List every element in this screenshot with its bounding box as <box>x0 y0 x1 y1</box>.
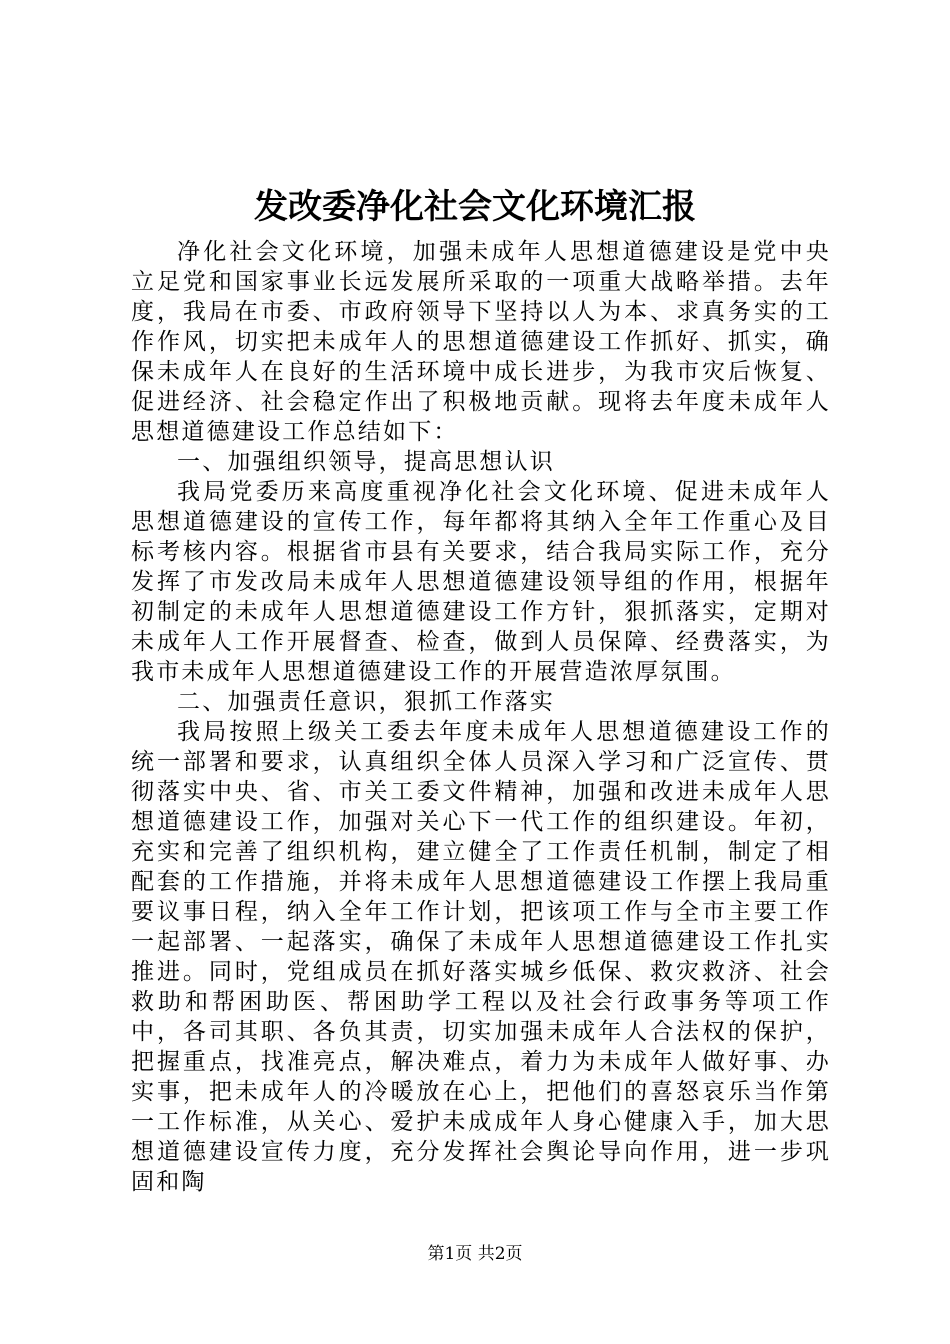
document-body <box>131 237 831 1197</box>
paragraph-section-1: 我局党委历来高度重视净化社会文化环境、促进未成年人思想道德建设的宣传工作，每年都将其纳入全年工作重心及目标考核内容。根据省市县有关要求，结合我局实际工作，充分发挥了市发改局未成年人思想道德建设领导组的作用，根据年初制定的未成年人思想道德建设工作方针，狠抓落实，定期对未成年人工作开展督查、检查，做到人员保障、经费落实，为我市未成年人思想道德建设工作的开展营造浓厚氛围。 <box>131 479 831 685</box>
page-number-footer: 第1页 共2页 <box>427 1244 523 1264</box>
paragraph-intro: 净化社会文化环境，加强未成年人思想道德建设是党中央立足党和国家事业长远发展所采取的一项重大战略举措。去年度，我局在市委、市政府领导下坚持以人为本、求真务实的工作作风，切实把未成年人的思想道德建设工作抓好、抓实，确保未成年人在良好的生活环境中成长进步，为我市灾后恢复、促进经济、社会稳定作出了积极地贡献。现将去年度未成年人思想道德建设工作总结如下： <box>131 239 831 445</box>
section-heading-1: 一、加强组织领导，提高思想认识 <box>177 449 555 475</box>
paragraph-section-2: 我局按照上级关工委去年度未成年人思想道德建设工作的统一部署和要求，认真组织全体人员深入学习和广泛宣传、贯彻落实中央、省、市关工委文件精神，加强和改进未成年人思想道德建设工作，加强对关心下一代工作的组织建设。年初，充实和完善了组织机构，建立健全了工作责任机制，制定了相配套的工作措施，并将未成年人思想道德建设工作摆上我局重要议事日程，纳入全年工作计划，把该项工作与全市主要工作一起部署、一起落实，确保了未成年人思想道德建设工作扎实推进。同时，党组成员在抓好落实城乡低保、救灾救济、社会救助和帮困助医、帮困助学工程以及社会行政事务等项工作中，各司其职、各负其责，切实加强未成年人合法权的保护，把握重点，找准亮点，解决难点，着力为未成年人做好事、办实事，把未成年人的冷暖放在心上，把他们的喜怒哀乐当作第一工作标准，从关心、爱护未成成年人身心健康入手，加大思想道德建设宣传力度，充分发挥社会舆论导向作用，进一步巩固和陶 <box>131 719 831 1195</box>
document-title: 发改委净化社会文化环境汇报 <box>254 187 696 227</box>
section-heading-2: 二、加强责任意识，狠抓工作落实 <box>177 689 555 715</box>
